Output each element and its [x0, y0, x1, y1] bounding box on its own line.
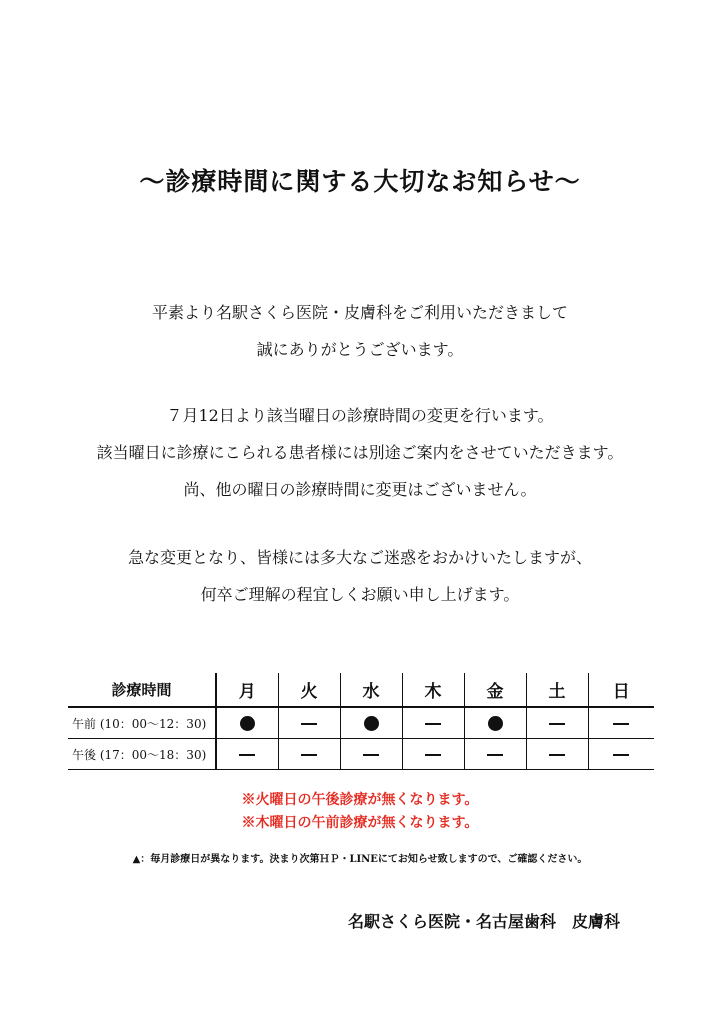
greeting-line: 誠にありがとうございます。: [256, 340, 464, 359]
schedule-cell: [464, 739, 526, 770]
schedule-header-row: [68, 673, 654, 707]
notice-thursday: ※木曜日の午前診療が無くなります。: [241, 815, 479, 831]
schedule-cell: [464, 707, 526, 739]
closed-dash-icon: [239, 754, 255, 756]
schedule-row-label: 午前 (10：00～12：30): [68, 707, 216, 739]
schedule-cell: [526, 739, 588, 770]
closed-dash-icon: [363, 754, 379, 756]
schedule-cell: [402, 707, 464, 739]
schedule-header-label: 診療時間: [68, 673, 216, 707]
closed-dash-icon: [549, 723, 565, 725]
schedule-cell: [588, 739, 654, 770]
schedule-row-label: 午後 (17：00～18：30): [68, 739, 216, 770]
closed-dash-icon: [549, 754, 565, 756]
open-dot-icon: [240, 716, 255, 731]
schedule-cell: [216, 707, 278, 739]
schedule-cell: [402, 739, 464, 770]
closed-dash-icon: [301, 754, 317, 756]
schedule-row-morning: [68, 707, 654, 739]
day-header-mon: 月: [216, 673, 278, 707]
greeting-line: 平素より名駅さくら医院・皮膚科をご利用いただきまして: [151, 303, 568, 322]
closed-dash-icon: [613, 754, 629, 756]
schedule-cell: [278, 739, 340, 770]
schedule-cell: [588, 707, 654, 739]
day-header-fri: 金: [464, 673, 526, 707]
schedule-row-afternoon: [68, 739, 654, 770]
closed-dash-icon: [487, 754, 503, 756]
day-header-sun: 日: [588, 673, 654, 707]
notice-tuesday: ※火曜日の午後診療が無くなります。: [241, 792, 479, 808]
announcement-line: 尚、他の曜日の診療時間に変更はございません。: [183, 480, 537, 499]
schedule-cell: [216, 739, 278, 770]
schedule-cell: [340, 707, 402, 739]
day-header-sat: 土: [526, 673, 588, 707]
open-dot-icon: [364, 716, 379, 731]
greeting-paragraph: [0, 294, 720, 368]
day-header-thu: 木: [402, 673, 464, 707]
closed-dash-icon: [425, 723, 441, 725]
clinic-signature: 名駅さくら医院・名古屋歯科 皮膚科: [347, 912, 620, 931]
page-title: ～診療時間に関する大切なお知らせ～: [139, 167, 581, 196]
day-header-tue: 火: [278, 673, 340, 707]
apology-paragraph: [0, 539, 720, 613]
day-header-wed: 水: [340, 673, 402, 707]
closed-dash-icon: [301, 723, 317, 725]
apology-line: 何卒ご理解の程宜しくお願い申し上げます。: [200, 585, 520, 604]
open-dot-icon: [488, 716, 503, 731]
schedule-cell: [340, 739, 402, 770]
announcement-line: 該当曜日に診療にこられる患者様には別途ご案内をさせていただきます。: [96, 443, 624, 462]
schedule-table: [68, 673, 654, 770]
closed-dash-icon: [613, 723, 629, 725]
footnote: ▲：毎月診療日が異なります。決まり次第ＨＰ・LINEにてお知らせ致しますので、ご確認ください。: [132, 854, 588, 865]
schedule-cell: [526, 707, 588, 739]
announcement-paragraph: [0, 397, 720, 508]
schedule-cell: [278, 707, 340, 739]
announcement-line: ７月12日より該当曜日の診療時間の変更を行います。: [166, 406, 554, 425]
closed-dash-icon: [425, 754, 441, 756]
apology-line: 急な変更となり、皆様には多大なご迷惑をおかけいたしますが、: [127, 548, 592, 567]
